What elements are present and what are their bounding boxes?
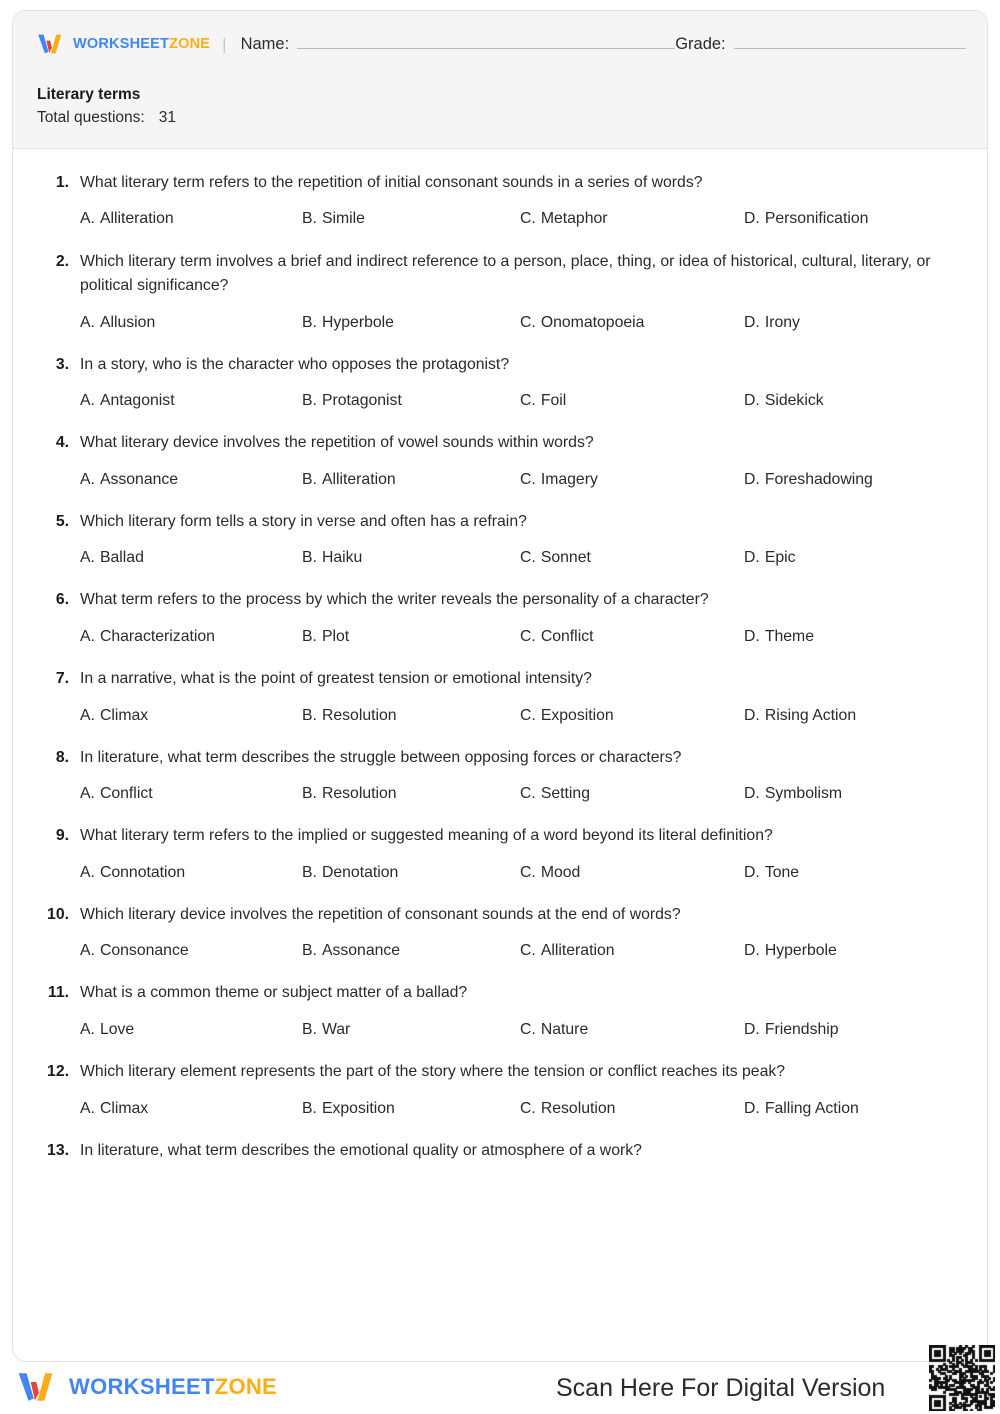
question-number: 11. xyxy=(47,984,69,1002)
option-text: Hyperbole xyxy=(764,942,837,960)
question-body xyxy=(69,250,965,334)
scan-here-label: Scan Here For Digital Version xyxy=(556,1374,886,1402)
question-text: What literary term refers to the repetition of initial consonant sounds in a series of words? xyxy=(80,174,703,191)
answer-option[interactable] xyxy=(302,469,520,491)
answer-option[interactable] xyxy=(302,783,520,805)
option-letter: C. xyxy=(520,706,536,724)
answer-options xyxy=(80,312,965,334)
answer-option[interactable] xyxy=(744,547,796,569)
answer-option[interactable] xyxy=(744,312,800,334)
option-text: Sonnet xyxy=(540,549,591,567)
answer-options xyxy=(80,626,965,648)
header-separator xyxy=(13,148,987,149)
question-text: What literary term refers to the implied or suggested meaning of a word beyond its literal definition? xyxy=(80,827,773,845)
option-letter: D. xyxy=(744,313,760,331)
option-text: Alliteration xyxy=(540,942,615,960)
option-text: Hyperbole xyxy=(321,313,394,331)
option-letter: D. xyxy=(744,210,760,228)
answer-options xyxy=(80,940,965,962)
question-number: 8. xyxy=(55,748,69,766)
worksheet-header xyxy=(13,11,987,149)
option-text: Plot xyxy=(321,627,350,645)
option-letter: B. xyxy=(302,785,317,803)
option-letter: B. xyxy=(302,313,317,331)
grade-label: Grade: xyxy=(675,34,726,53)
option-letter: D. xyxy=(744,627,760,645)
option-text: Onomatopoeia xyxy=(540,313,645,331)
footer-logo-text xyxy=(69,1376,277,1398)
option-letter: C. xyxy=(520,549,536,567)
grade-field[interactable] xyxy=(675,35,965,54)
header-logo-text xyxy=(73,37,210,52)
question-number: 5. xyxy=(55,512,69,530)
option-text: Characterization xyxy=(99,627,215,645)
qr-code-icon[interactable] xyxy=(929,1345,995,1411)
answer-option[interactable] xyxy=(80,547,302,569)
logo-word-worksheet: WORKSHEET xyxy=(73,35,170,52)
question-item xyxy=(35,588,965,648)
option-letter: D. xyxy=(744,470,760,488)
option-text: Conflict xyxy=(99,785,153,803)
option-letter: A. xyxy=(80,313,95,331)
answer-option[interactable] xyxy=(80,390,302,412)
answer-option[interactable] xyxy=(302,390,520,412)
option-text: Antagonist xyxy=(99,392,175,410)
question-body xyxy=(69,510,965,570)
question-text: What literary device involves the repetition of vowel sounds within words? xyxy=(80,434,594,452)
option-text: Climax xyxy=(99,706,149,724)
option-letter: A. xyxy=(80,470,95,488)
question-item xyxy=(35,1060,965,1120)
answer-options xyxy=(80,783,965,805)
answer-option[interactable] xyxy=(302,1019,520,1041)
answer-option[interactable] xyxy=(744,1019,839,1041)
question-text: In a story, who is the character who opposes the protagonist? xyxy=(80,355,510,373)
option-text: Denotation xyxy=(321,863,399,881)
question-body xyxy=(69,1139,965,1163)
option-letter: B. xyxy=(302,942,317,960)
logo-word-zone: ZONE xyxy=(169,35,211,52)
option-letter: A. xyxy=(80,549,95,567)
option-letter: C. xyxy=(520,1020,536,1038)
answer-options xyxy=(80,1019,965,1041)
answer-option[interactable] xyxy=(302,705,520,727)
question-number: 2. xyxy=(55,252,69,270)
answer-option[interactable] xyxy=(520,862,744,884)
page-footer xyxy=(0,1366,1000,1414)
answer-option[interactable] xyxy=(520,783,744,805)
option-letter: D. xyxy=(744,706,760,724)
option-letter: A. xyxy=(80,1099,95,1117)
option-letter: C. xyxy=(520,1099,536,1117)
question-text: In literature, what term describes the struggle between opposing forces or characters? xyxy=(80,748,682,766)
worksheet-title-block xyxy=(35,83,965,131)
answer-option[interactable] xyxy=(520,312,744,334)
question-text: Which literary form tells a story in verse and often has a refrain? xyxy=(80,512,527,530)
question-number: 12. xyxy=(47,1063,69,1081)
page-title: Literary terms xyxy=(37,86,141,103)
answer-option[interactable] xyxy=(302,940,520,962)
question-item xyxy=(35,667,965,727)
option-letter: A. xyxy=(80,1020,95,1038)
option-text: War xyxy=(321,1020,351,1038)
answer-option[interactable] xyxy=(302,208,520,230)
question-item xyxy=(35,431,965,491)
question-text: In literature, what term describes the emotional quality or atmosphere of a work? xyxy=(80,1141,642,1159)
option-text: Imagery xyxy=(540,470,598,488)
header-identity-row xyxy=(35,29,965,59)
answer-options xyxy=(80,1098,965,1120)
answer-option[interactable] xyxy=(302,862,520,884)
option-text: Alliteration xyxy=(99,210,174,228)
answer-option[interactable] xyxy=(520,390,744,412)
answer-option[interactable] xyxy=(302,547,520,569)
option-letter: B. xyxy=(302,1099,317,1117)
answer-option[interactable] xyxy=(744,705,856,727)
question-number: 7. xyxy=(55,670,69,688)
question-body xyxy=(69,171,965,231)
option-text: Theme xyxy=(764,627,814,645)
answer-option[interactable] xyxy=(80,312,302,334)
header-logo xyxy=(35,32,210,56)
option-letter: C. xyxy=(520,785,536,803)
option-text: Symbolism xyxy=(764,785,843,803)
answer-option[interactable] xyxy=(520,1019,744,1041)
option-letter: A. xyxy=(80,863,95,881)
option-text: Allusion xyxy=(99,313,156,331)
answer-option[interactable] xyxy=(744,862,799,884)
question-item xyxy=(35,1139,965,1163)
option-text: Ballad xyxy=(99,549,144,567)
question-number: 13. xyxy=(47,1141,69,1159)
option-text: Mood xyxy=(540,863,581,881)
answer-option[interactable] xyxy=(744,626,814,648)
question-number: 3. xyxy=(55,355,69,373)
answer-options xyxy=(80,390,965,412)
question-text: Which literary device involves the repetition of consonant sounds at the end of words? xyxy=(80,905,681,923)
question-body xyxy=(69,431,965,491)
question-item xyxy=(35,171,965,231)
option-text: Friendship xyxy=(764,1020,839,1038)
option-letter: A. xyxy=(80,627,95,645)
answer-option[interactable] xyxy=(520,705,744,727)
option-letter: D. xyxy=(744,1099,760,1117)
answer-option[interactable] xyxy=(744,940,837,962)
question-item xyxy=(35,981,965,1041)
question-text: What is a common theme or subject matter of a ballad? xyxy=(80,984,468,1002)
answer-option[interactable] xyxy=(744,469,873,491)
option-letter: A. xyxy=(80,785,95,803)
question-number: 6. xyxy=(55,591,69,609)
question-body xyxy=(69,746,965,806)
answer-option[interactable] xyxy=(80,862,302,884)
option-letter: C. xyxy=(520,942,536,960)
question-body xyxy=(69,1060,965,1120)
answer-option[interactable] xyxy=(302,1098,520,1120)
option-letter: B. xyxy=(302,706,317,724)
option-letter: A. xyxy=(80,942,95,960)
question-item xyxy=(35,824,965,884)
option-text: Climax xyxy=(99,1099,149,1117)
question-text: Which literary element represents the part of the story where the tension or conflict reaches its peak? xyxy=(80,1063,786,1081)
answer-option[interactable] xyxy=(80,469,302,491)
option-text: Falling Action xyxy=(764,1099,859,1117)
footer-logo[interactable] xyxy=(14,1369,277,1405)
answer-option[interactable] xyxy=(80,940,302,962)
option-text: Epic xyxy=(764,549,796,567)
option-text: Haiku xyxy=(321,549,363,567)
question-item xyxy=(35,353,965,413)
option-text: Consonance xyxy=(99,942,189,960)
logo-word-zone: ZONE xyxy=(214,1374,278,1399)
option-text: Resolution xyxy=(321,706,397,724)
worksheet-card xyxy=(12,10,988,1362)
option-letter: B. xyxy=(302,549,317,567)
question-body xyxy=(69,903,965,963)
option-text: Rising Action xyxy=(764,706,857,724)
option-letter: C. xyxy=(520,313,536,331)
answer-option[interactable] xyxy=(520,940,744,962)
option-text: Tone xyxy=(764,863,800,881)
option-text: Resolution xyxy=(321,785,397,803)
option-text: Conflict xyxy=(540,627,594,645)
option-text: Irony xyxy=(764,313,800,331)
question-body xyxy=(69,353,965,413)
worksheetzone-w-logo-icon xyxy=(14,1369,58,1405)
question-number: 1. xyxy=(55,174,69,191)
answer-option[interactable] xyxy=(80,208,302,230)
option-text: Nature xyxy=(540,1020,589,1038)
question-item xyxy=(35,250,965,334)
answer-option[interactable] xyxy=(520,547,744,569)
name-label: Name: xyxy=(240,34,290,53)
option-letter: A. xyxy=(80,392,95,410)
answer-option[interactable] xyxy=(744,390,824,412)
name-field[interactable] xyxy=(241,35,676,54)
option-letter: D. xyxy=(744,549,760,567)
option-letter: B. xyxy=(302,863,317,881)
option-text: Simile xyxy=(321,210,365,228)
option-letter: D. xyxy=(744,785,760,803)
answer-options xyxy=(80,705,965,727)
option-text: Setting xyxy=(540,785,590,803)
option-letter: D. xyxy=(744,392,760,410)
answer-option[interactable] xyxy=(80,1019,302,1041)
answer-option[interactable] xyxy=(744,1098,859,1120)
question-text: What term refers to the process by which the writer reveals the personality of a character? xyxy=(80,591,709,609)
option-letter: C. xyxy=(520,392,536,410)
answer-option[interactable] xyxy=(520,1098,744,1120)
option-letter: C. xyxy=(520,627,536,645)
option-text: Foil xyxy=(540,392,567,410)
answer-option[interactable] xyxy=(520,626,744,648)
option-letter: D. xyxy=(744,863,760,881)
option-letter: D. xyxy=(744,942,760,960)
question-number: 9. xyxy=(55,827,69,845)
option-text: Exposition xyxy=(321,1099,395,1117)
answer-option[interactable] xyxy=(744,783,842,805)
answer-options xyxy=(80,469,965,491)
option-text: Love xyxy=(99,1020,135,1038)
total-questions-row xyxy=(37,106,965,131)
option-letter: B. xyxy=(302,627,317,645)
question-number: 10. xyxy=(47,905,69,923)
answer-option[interactable] xyxy=(80,626,302,648)
option-letter: C. xyxy=(520,863,536,881)
question-body xyxy=(69,981,965,1041)
answer-option[interactable] xyxy=(80,1098,302,1120)
question-item xyxy=(35,510,965,570)
answer-option[interactable] xyxy=(80,783,302,805)
answer-options xyxy=(80,862,965,884)
option-text: Personification xyxy=(764,210,869,228)
question-number: 4. xyxy=(55,434,69,452)
question-text: In a narrative, what is the point of greatest tension or emotional intensity? xyxy=(80,670,592,688)
header-divider: | xyxy=(222,34,227,54)
option-text: Foreshadowing xyxy=(764,470,873,488)
question-body xyxy=(69,588,965,648)
option-text: Alliteration xyxy=(321,470,396,488)
answer-options xyxy=(80,547,965,569)
question-body xyxy=(69,667,965,727)
option-text: Metaphor xyxy=(540,210,608,228)
questions-list xyxy=(13,149,987,1163)
question-item xyxy=(35,746,965,806)
answer-option[interactable] xyxy=(744,208,868,230)
grade-input-line[interactable] xyxy=(734,35,966,49)
option-letter: C. xyxy=(520,210,536,228)
answer-option[interactable] xyxy=(302,626,520,648)
logo-word-worksheet: WORKSHEET xyxy=(69,1374,215,1399)
option-text: Assonance xyxy=(99,470,179,488)
option-letter: C. xyxy=(520,470,536,488)
answer-options xyxy=(80,208,965,230)
question-body xyxy=(69,824,965,884)
option-letter: B. xyxy=(302,392,317,410)
option-text: Connotation xyxy=(99,863,186,881)
answer-option[interactable] xyxy=(302,312,520,334)
worksheetzone-w-logo-icon xyxy=(35,32,65,56)
option-text: Exposition xyxy=(540,706,614,724)
total-questions-value: 31 xyxy=(158,109,176,127)
answer-option[interactable] xyxy=(520,208,744,230)
option-letter: D. xyxy=(744,1020,760,1038)
option-letter: A. xyxy=(80,210,95,228)
answer-option[interactable] xyxy=(80,705,302,727)
option-text: Sidekick xyxy=(764,392,824,410)
question-text: Which literary term involves a brief and indirect reference to a person, place, thing, or idea of historical, cultural, literary, or political significance? xyxy=(80,252,931,295)
option-letter: B. xyxy=(302,470,317,488)
answer-option[interactable] xyxy=(520,469,744,491)
option-text: Protagonist xyxy=(321,392,402,410)
total-questions-label: Total questions: xyxy=(37,109,145,127)
option-letter: B. xyxy=(302,1020,317,1038)
question-item xyxy=(35,903,965,963)
option-text: Assonance xyxy=(321,942,401,960)
option-letter: A. xyxy=(80,706,95,724)
option-letter: B. xyxy=(302,210,317,228)
name-input-line[interactable] xyxy=(297,35,675,49)
option-text: Resolution xyxy=(540,1099,616,1117)
